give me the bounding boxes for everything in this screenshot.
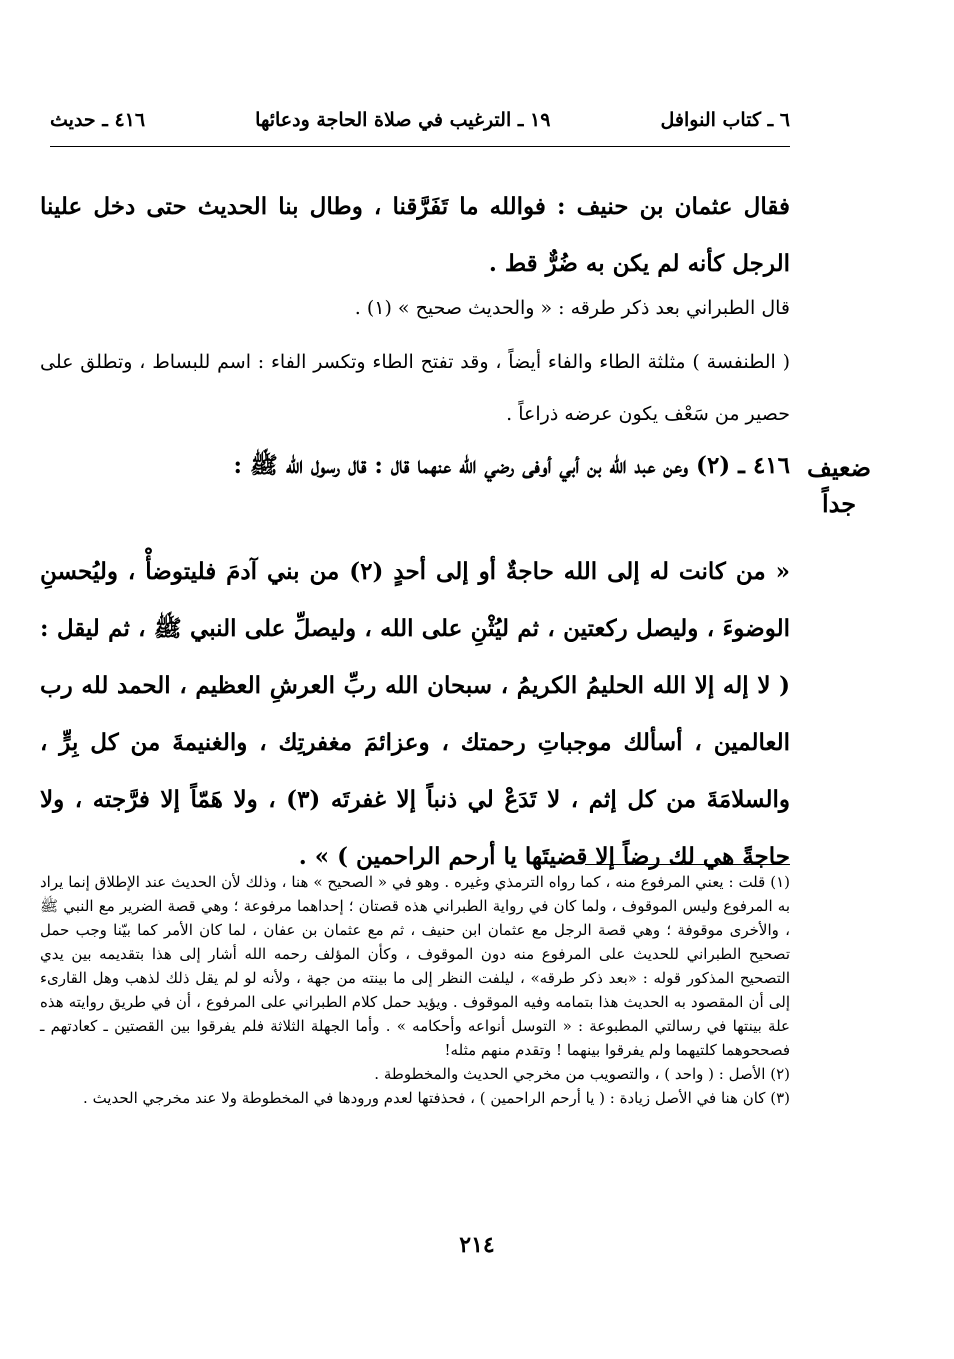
hadith-text: « من كانت له إلى الله حاجةٌ أو إلى أحدٍ (٢) من بني آدمَ فليتوضأْ ، وليُحسنِ الوضوءَ ، وليصل ركعتين ، ثم ليُثْنِ على الله ، وليصلِّ على النبي ﷺ ، ثم ليقل : ( لا إله إلا الله الحليمُ الكريمُ ، سبحان الله ربِّ العرشِ العظيم ، الحمد لله رب العالمين ، أسألك موجباتِ رحمتك ، وعزائمَ مغفرتِك ، والغنيمةَ من كل بِرٍّ ، والسلامَةَ من كل إثم ، لا تَدَعْ لي ذنباً إلا غفرتَه (٣) ، ولا هَمّاً إلا فرَّجته ، ولا حاجةً هي لك رضاً إلا قضيتَها يا أرحم الراحمين ) » . bbox=[40, 558, 791, 870]
footnotes bbox=[40, 870, 790, 1110]
header-book-title: ٦ ـ كتاب النوافل bbox=[660, 109, 790, 131]
grading-note bbox=[804, 450, 874, 522]
body-paragraph-2: قال الطبراني بعد ذكر طرقه : « والحديث صحيح » (١) . bbox=[354, 297, 790, 319]
grading-word-1: ضعيف bbox=[806, 453, 872, 482]
footnote-divider bbox=[585, 864, 790, 865]
grading-word-2: جداً bbox=[821, 489, 857, 518]
hadith-intro: ٤١٦ ـ (٢) وعن عبد الله بن أبي أوفى رضي الله عنهما قال : قال رسول الله ﷺ : bbox=[233, 452, 790, 479]
footnote-1: (١) قلت : يعني المرفوع منه ، كما رواه الترمذي وغيره . وهو في « الصحيح » هنا ، وذلك لأن الحديث عند الإطلاق إنما يراد به المرفوع وليس الموقوف ، ولما كان في رواية الطبراني هذه قصتان ؛ إحداهما مرفوعة ؛ وهي قصة الضرير مع النبي ﷺ ، والأخرى موقوفة ؛ وهي قصة الرجل مع عثمان ابن حنيف ، ثم مع عثمان بن عفان ، لما كان الأمر كما بيّنا وجب حمل تصحيح الطبراني للحديث على المرفوع منه دون الموقوف ، وكأن المؤلف رحمه الله أشار إلى هذا بتقديمه بين يدي التصحيح المذكور قوله : «بعد ذكر طرقه» ، ليلفت النظر إلى ما بينته من جهة ، ولأنه لو لم يقل ذلك لذهب وهل القارىء إلى أن المقصود به الحديث هذا بتمامه وفيه الموقوف . ويؤيد حمل كلام الطبراني على المرفوع ، أن في طريق روايته هذه علة بينتها في رسالتي المطبوعة : « التوسل أنواعه وأحكامه » . وأما الجهلة الثلاثة فلم يفرقوا بين القصتين ـ كعادتهم ـ فصححوهما كلتيهما ولم يفرقوا بينهما ! وتقدم منهم مثله! bbox=[40, 873, 790, 1059]
header-hadith-number: ٤١٦ ـ حديث bbox=[50, 109, 146, 131]
header-divider bbox=[50, 146, 790, 147]
body-paragraph-3: ( الطنفسة ) مثلثة الطاء والفاء أيضاً ، وقد تفتح الطاء وتكسر الفاء : اسم للبساط ، وتطلق على حصير من سَعْف يكون عرضه ذراعاً . bbox=[40, 351, 790, 425]
footnote-2: (٢) الأصل : ( واحد ) ، والتصويب من مخرجي الحديث والمخطوطة . bbox=[374, 1065, 790, 1083]
page-number: ٢١٤ bbox=[459, 1232, 495, 1258]
running-header bbox=[50, 100, 790, 140]
body-paragraph-1: فقال عثمان بن حنيف : فوالله ما تَفَرَّقنا ، وطال بنا الحديث حتى دخل علينا الرجل كأنه لم يكن به ضُرٌّ قط . bbox=[40, 193, 790, 277]
footnote-3: (٣) كان هنا في الأصل زيادة : ( يا أرحم الراحمين ) ، فحذفتها لعدم ورودها في المخطوطة ولا عند مخرجي الحديث . bbox=[83, 1089, 790, 1107]
header-chapter-title: ١٩ ـ الترغيب في صلاة الحاجة ودعائها bbox=[255, 109, 551, 131]
